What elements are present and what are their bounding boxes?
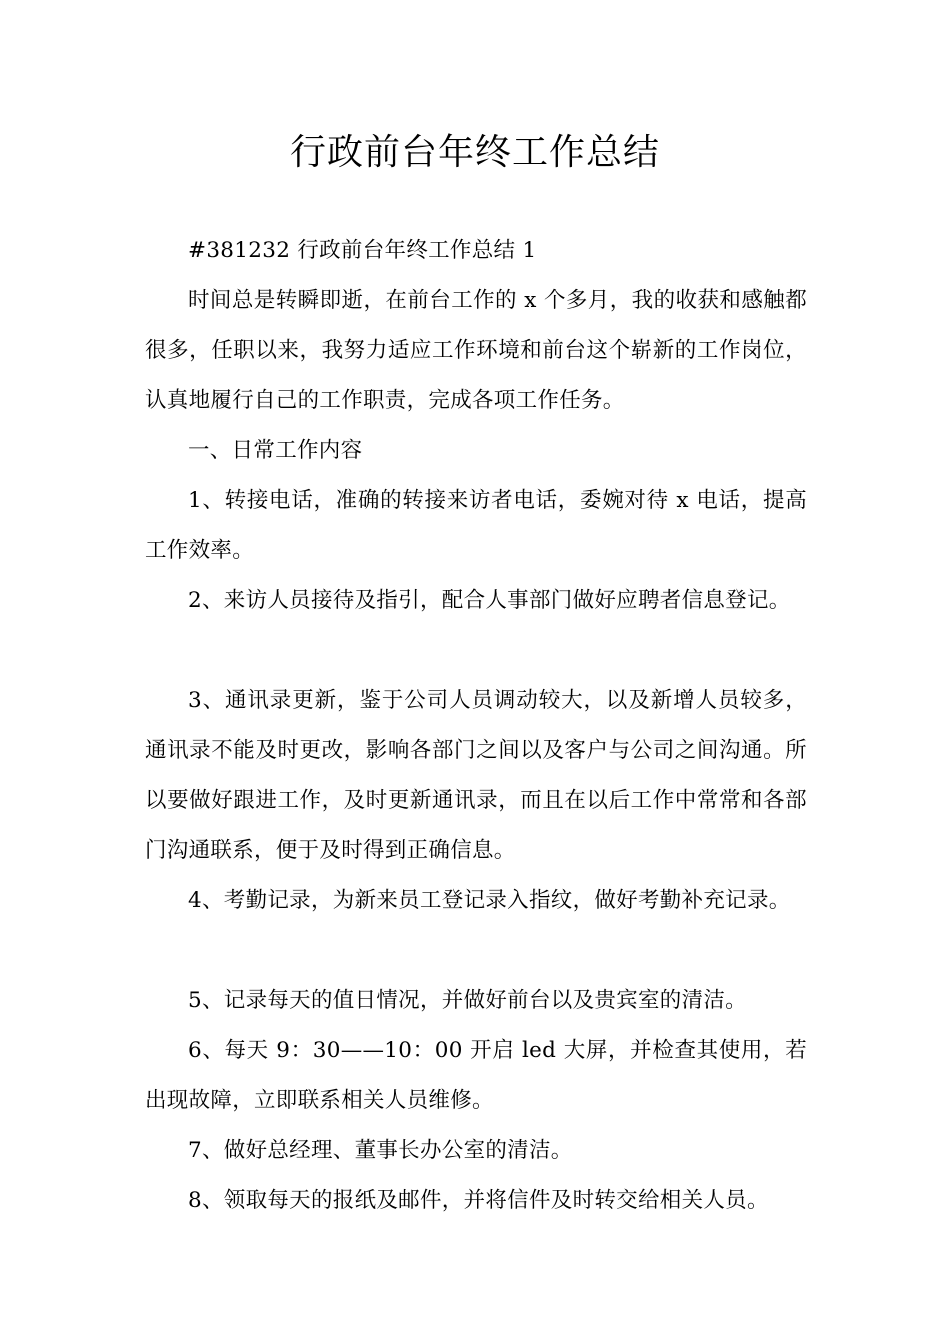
list-item-3: 3、通讯录更新，鉴于公司人员调动较大，以及新增人员较多，通讯录不能及时更改，影响各部门之间以及客户与公司之间沟通。所以要做好跟进工作，及时更新通讯录，而且在以后工作中常常和各部门沟通联系，便于及时得到正确信息。 — [145, 688, 807, 863]
list-item-7: 7、做好总经理、董事长办公室的清洁。 — [188, 1138, 573, 1163]
list-item-4: 4、考勤记录，为新来员工登记录入指纹，做好考勤补充记录。 — [188, 888, 791, 913]
list-item-2: 2、来访人员接待及指引，配合人事部门做好应聘者信息登记。 — [188, 588, 791, 613]
list-item-1: 1、转接电话，准确的转接来访者电话，委婉对待 x 电话，提高工作效率。 — [145, 488, 807, 563]
intro-paragraph: 时间总是转瞬即逝，在前台工作的 x 个多月，我的收获和感触都很多，任职以来，我努力适应工作环境和前台这个崭新的工作岗位，认真地履行自己的工作职责，完成各项工作任务。 — [145, 288, 807, 413]
list-item-5: 5、记录每天的值日情况，并做好前台以及贵宾室的清洁。 — [188, 988, 747, 1013]
blank-line — [145, 626, 807, 676]
blank-line — [145, 926, 807, 976]
document-title: 行政前台年终工作总结 — [289, 132, 660, 173]
list-item-8: 8、领取每天的报纸及邮件，并将信件及时转交给相关人员。 — [188, 1188, 769, 1213]
doc-heading-line: #381232 行政前台年终工作总结 1 — [188, 238, 537, 263]
document-body — [145, 226, 807, 1226]
section-heading: 一、日常工作内容 — [188, 438, 363, 463]
list-item-6: 6、每天 9：30——10：00 开启 led 大屏，并检查其使用，若出现故障，立即联系相关人员维修。 — [145, 1038, 807, 1113]
